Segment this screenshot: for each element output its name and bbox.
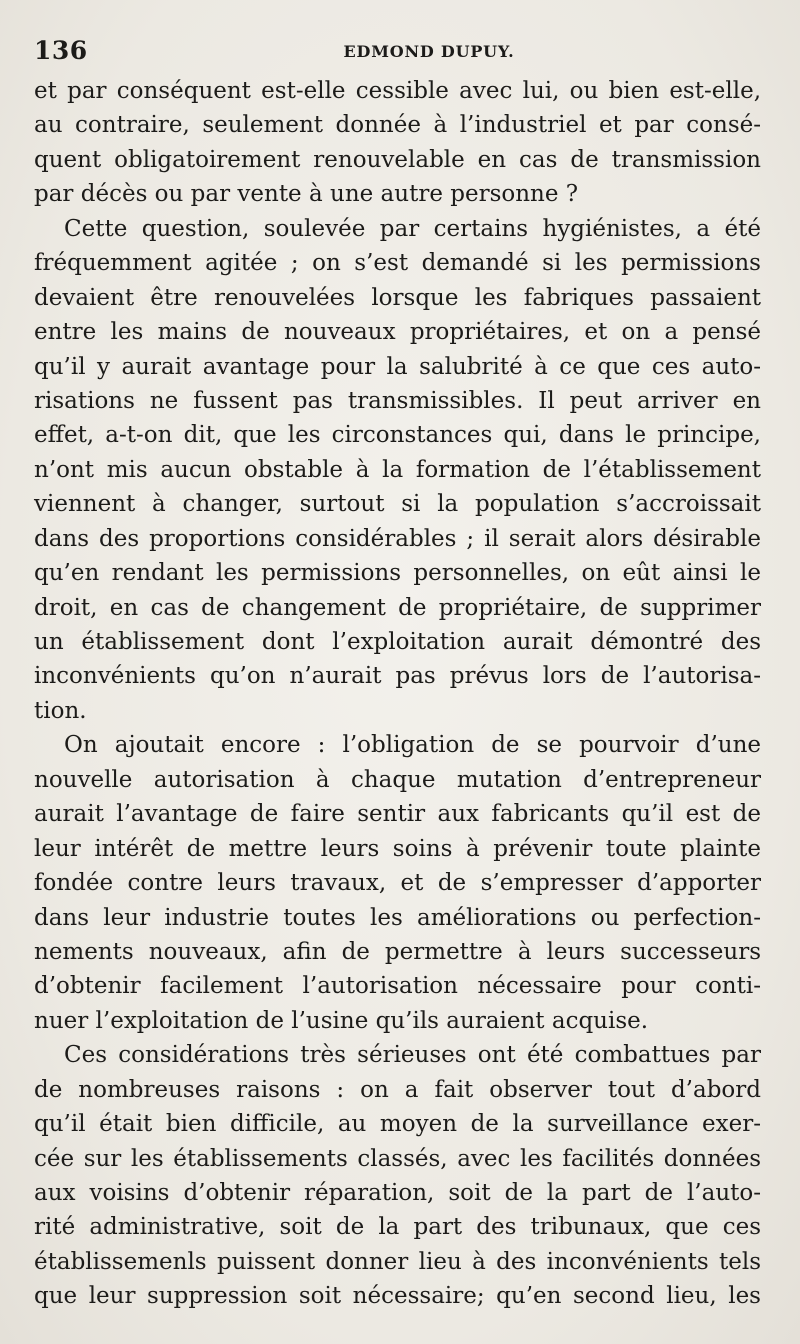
text-line: qu’il y aurait avantage pour la salubrité à ce que ces auto-: [34, 353, 761, 380]
text-line: rité administrative, soit de la part des tribunaux, que ces: [34, 1214, 761, 1241]
text-line: leur intérêt de mettre leurs soins à prévenir toute plainte: [34, 835, 761, 862]
text-line: cée sur les établissements classés, avec les facilités données: [34, 1145, 761, 1172]
text-line: droit, en cas de changement de propriétaire, de supprimer: [34, 594, 761, 621]
text-line: nements nouveaux, afin de permettre à leurs successeurs: [34, 938, 761, 965]
text-line: établissemenls puissent donner lieu à des inconvénients tels: [34, 1248, 761, 1275]
text-line: aux voisins d’obtenir réparation, soit de la part de l’auto-: [34, 1180, 761, 1206]
running-head: [34, 36, 764, 72]
text-line: inconvénients qu’on n’aurait pas prévus lors de l’autorisa-: [34, 663, 761, 690]
text-line: quent obligatoirement renouvelable en cas de transmission: [34, 146, 761, 173]
text-line: et par conséquent est-elle cessible avec lui, ou bien est-elle,: [34, 78, 761, 104]
text-line: un établissement dont l’exploitation aurait démontré des: [34, 629, 761, 655]
text-line: qu’en rendant les permissions personnelles, on eût ainsi le: [34, 560, 761, 587]
paragraph-end-line: nuer l’exploitation de l’usine qu’ils auraient acquise.: [34, 1007, 649, 1034]
text-line: que leur suppression soit nécessaire; qu’en second lieu, les: [34, 1283, 761, 1310]
text-line: risations ne fussent pas transmissibles. Il peut arriver en: [34, 387, 761, 414]
paragraph-end-line: par décès ou par vente à une autre personne ?: [34, 181, 579, 208]
text-line: d’obtenir facilement l’autorisation nécessaire pour conti-: [34, 973, 761, 1000]
paragraph-start-line: Cette question, soulevée par certains hygiénistes, a été: [64, 215, 761, 242]
text-line: aurait l’avantage de faire sentir aux fabricants qu’il est de: [34, 801, 761, 828]
text-line: nouvelle autorisation à chaque mutation d’entrepreneur: [34, 766, 761, 793]
text-line: dans leur industrie toutes les améliorations ou perfection-: [34, 904, 761, 931]
text-line: devaient être renouvelées lorsque les fabriques passaient: [34, 284, 761, 311]
text-line: qu’il était bien difficile, au moyen de la surveillance exer-: [34, 1111, 761, 1138]
page-number: 136: [34, 36, 88, 65]
running-head-author: EDMOND DUPUY.: [343, 42, 515, 61]
text-line: fréquemment agitée ; on s’est demandé si les permissions: [34, 250, 761, 277]
text-line: entre les mains de nouveaux propriétaires, et on a pensé: [34, 319, 761, 346]
paragraph-end-line: tion.: [34, 697, 87, 724]
text-line: effet, a-t-on dit, que les circonstances qui, dans le principe,: [34, 422, 761, 449]
text-line: n’ont mis aucun obstable à la formation de l’établissement: [34, 456, 761, 483]
text-line: de nombreuses raisons : on a fait observer tout d’abord: [34, 1076, 761, 1103]
body-text: [34, 74, 761, 1314]
text-line: dans des proportions considérables ; il serait alors désirable: [34, 525, 761, 552]
text-line: fondée contre leurs travaux, et de s’empresser d’apporter: [34, 870, 761, 897]
paragraph-start-line: On ajoutait encore : l’obligation de se pourvoir d’une: [64, 732, 761, 759]
paragraph-start-line: Ces considérations très sérieuses ont été combattues par: [64, 1042, 761, 1069]
text-line: au contraire, seulement donnée à l’industriel et par consé-: [34, 112, 761, 139]
text-line: viennent à changer, surtout si la population s’accroissait: [34, 491, 761, 518]
